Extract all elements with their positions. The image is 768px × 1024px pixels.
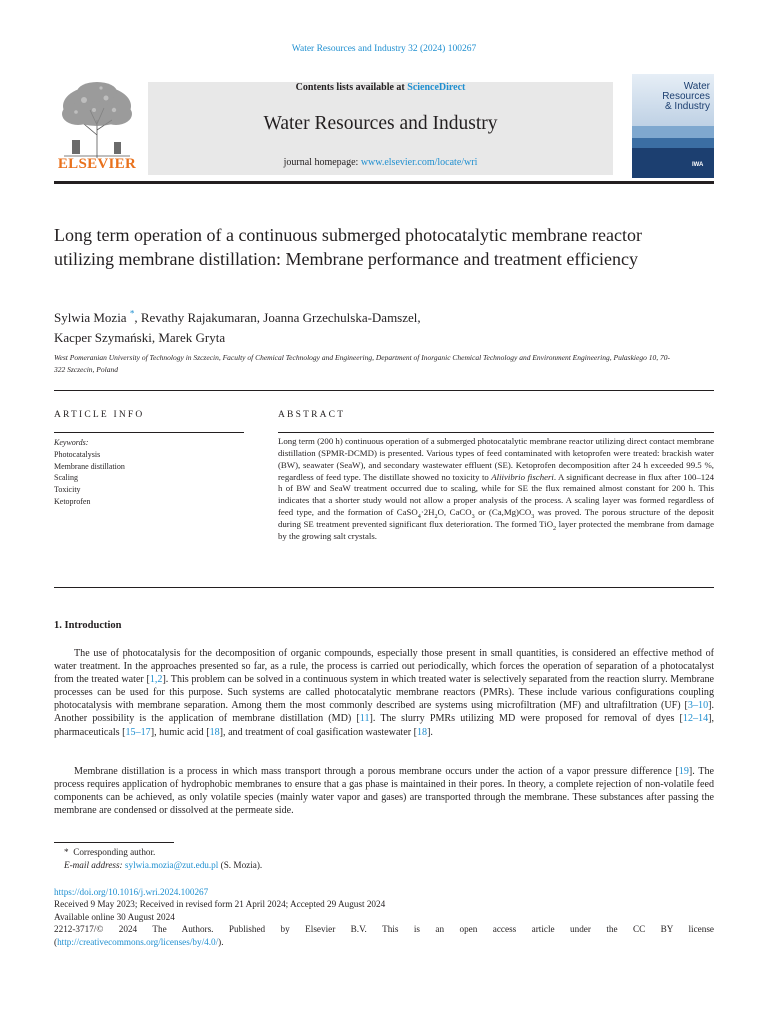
author-name[interactable]: Joanna Grzechulska-Damszel bbox=[263, 310, 418, 325]
affiliation: West Pomeranian University of Technology in Szczecin, Faculty of Chemical Technology and Engineering, Department of Inorganic Chemical Technology and Environment Engineering, Pulaskiego 10, 70-322 Szczecin, Poland bbox=[54, 353, 670, 374]
received-dates: Received 9 May 2023; Received in revised form 21 April 2024; Accepted 29 August 2024 bbox=[54, 899, 386, 910]
elsevier-wordmark: ELSEVIER bbox=[57, 156, 137, 172]
citation-link[interactable]: 18 bbox=[416, 726, 428, 738]
publication-info: https://doi.org/10.1016/j.wri.2024.100267 Received 9 May 2023; Received in revised form 21 April 2024; Accepted 29 August 2024 Available online 30 August 2024 2212-3717/© 2024 The Authors. Published by Elsevier B.V. This is an open access article under the CC BY license (http://creativecommons.org/licenses/by/4.0/). bbox=[54, 887, 714, 947]
article-title: Long term operation of a continuous submerged photocatalytic membrane reactor utilizing membrane distillation: Membrane performance and treatment efficiency bbox=[54, 225, 642, 269]
citation-link[interactable]: 15–17 bbox=[125, 726, 151, 738]
abstract-text: Long term (200 h) continuous operation of a submerged photocatalytic membrane reactor utilizing direct contact membrane distillation (SPMR-DCMD) is presented. Various types of feed contaminated with ketoprofen were treated: brackish water (BW), seawater (SeaW), and secondary wastewater effluent (SE). Ketoprofen decomposition after 24 h exceeded 99.5 %, regardless of feed type. The distillate showed no toxicity to Aliivibrio fischeri. A significant decrease in flux after 100–124 h of BW and SeaW treatment occurred due to scaling, while for SE the flux remained almost constant for 200 h. This indicates that a shorter study would not allow a proper analysis of the process. A scaling layer was formed regardless of feed type, and the formation of $CaSO_4\cdot 2H_2O$, CaCO$_3$ or $(Ca,Mg)CO_3$ was proved. The porous structure of the deposit during SE treatment prevented significant flux deterioration. The formed TiO$_2$ layer protected the membrane from damage by the growing salt crystals. bbox=[278, 436, 715, 541]
divider bbox=[54, 390, 714, 391]
divider bbox=[54, 432, 244, 433]
citation-link[interactable]: 1,2 bbox=[149, 674, 163, 686]
corresponding-author-mark[interactable]: * bbox=[129, 308, 135, 319]
intro-paragraph: Membrane distillation is a process in which mass transport through a porous membrane occurs under the action of a vapor pressure difference [19]. The process requires application of hydrophobic membranes to ensure that a gas phase is maintained in their pores. In theory, a complete rejection of non-volatile feed components can be achieved, as only volatile species (mainly water vapor and gases) are transported through the membrane. These substances after passing the membrane are condensed or dissolved at the permeate side. bbox=[54, 766, 714, 817]
homepage-line: journal homepage: www.elsevier.com/locate/wri bbox=[283, 157, 478, 168]
abstract-heading: ABSTRACT bbox=[278, 410, 346, 420]
author-name[interactable]: Kacper Szymański bbox=[54, 330, 152, 345]
keyword-item: Toxicity bbox=[54, 485, 81, 495]
citation-link[interactable]: 3–10 bbox=[687, 700, 709, 712]
author-list: Sylwia Mozia *, Revathy Rajakumaran, Joanna Grzechulska-Damszel, Kacper Szymański, Marek Gryta bbox=[54, 308, 421, 345]
available-online-date: Available online 30 August 2024 bbox=[54, 911, 175, 922]
author-name[interactable]: Revathy Rajakumaran bbox=[140, 310, 257, 325]
footnote-divider bbox=[54, 842, 174, 843]
cover-title: Water Resources & Industry bbox=[662, 81, 710, 112]
intro-paragraph: The use of photocatalysis for the decomposition of organic compounds, especially those present in small quantities, is considered an effective method of water treatment. In the approaches presented so far, as a rule, the process is carried out periodically, which forces the operation of separation of a photocatalyst from the treated water [1,2]. This problem can be solved in a continuous system in which treated water is selectively separated from the reaction slurry. Membrane processes can be used for this purpose. Such systems are called photocatalytic membrane reactors (PMRs). These include various configurations coupling photocatalysis with membrane separation. Among them the most commonly described are systems using microfiltration (MF) and ultrafiltration (UF) [3–10]. Another possibility is the application of membrane distillation (MD) [11]. The slurry PMRs utilizing MD were proposed for removal of dyes [12–14], pharmaceuticals [15–17], humic acid [18], and treatment of coal gasification wastewater [18]. bbox=[54, 648, 715, 738]
author-name[interactable]: Sylwia Mozia bbox=[54, 310, 127, 325]
article-info-heading: ARTICLE INFO bbox=[54, 410, 145, 420]
contents-line: Contents lists available at ScienceDirect bbox=[295, 82, 466, 93]
email-label: E-mail address: bbox=[64, 860, 125, 870]
journal-title: Water Resources and Industry bbox=[263, 113, 498, 134]
citation-link[interactable]: 19 bbox=[678, 766, 689, 777]
corresponding-author-note: Corresponding author. bbox=[73, 847, 156, 857]
keywords-list bbox=[54, 437, 244, 508]
journal-reference-link[interactable]: Water Resources and Industry 32 (2024) 100267 bbox=[291, 44, 477, 54]
citation-link[interactable]: 18 bbox=[209, 726, 220, 738]
keyword-item: Membrane distillation bbox=[54, 461, 125, 471]
license-statement: 2212-3717/© 2024 The Authors. Published by Elsevier B.V. This is an open access article under the CC BY license bbox=[54, 924, 714, 935]
keywords-label: Keywords: bbox=[54, 438, 89, 447]
journal-cover-image bbox=[632, 74, 714, 178]
sciencedirect-link[interactable]: ScienceDirect bbox=[407, 82, 466, 93]
footnote: * Corresponding author. E-mail address: sylwia.mozia@zut.edu.pl (S. Mozia). bbox=[64, 847, 263, 870]
citation-link[interactable]: 11 bbox=[359, 713, 370, 725]
author-email-link[interactable]: sylwia.mozia@zut.edu.pl bbox=[124, 860, 219, 870]
journal-homepage-link[interactable]: www.elsevier.com/locate/wri bbox=[360, 157, 478, 168]
footnote-star: * bbox=[64, 847, 69, 857]
author-name[interactable]: Marek Gryta bbox=[158, 330, 226, 345]
keyword-item: Photocatalysis bbox=[54, 449, 101, 459]
keyword-item: Scaling bbox=[54, 473, 78, 483]
keyword-item: Ketoprofen bbox=[54, 496, 91, 506]
doi-link[interactable]: https://doi.org/10.1016/j.wri.2024.100267 bbox=[54, 887, 209, 897]
divider bbox=[54, 587, 714, 588]
citation-link[interactable]: 12–14 bbox=[682, 713, 709, 725]
header-divider bbox=[54, 181, 714, 184]
section-heading-introduction: 1. Introduction bbox=[54, 620, 122, 631]
divider bbox=[278, 432, 714, 433]
cover-badge: IWA bbox=[692, 162, 704, 168]
license-link[interactable]: http://creativecommons.org/licenses/by/4.0/ bbox=[57, 936, 219, 947]
